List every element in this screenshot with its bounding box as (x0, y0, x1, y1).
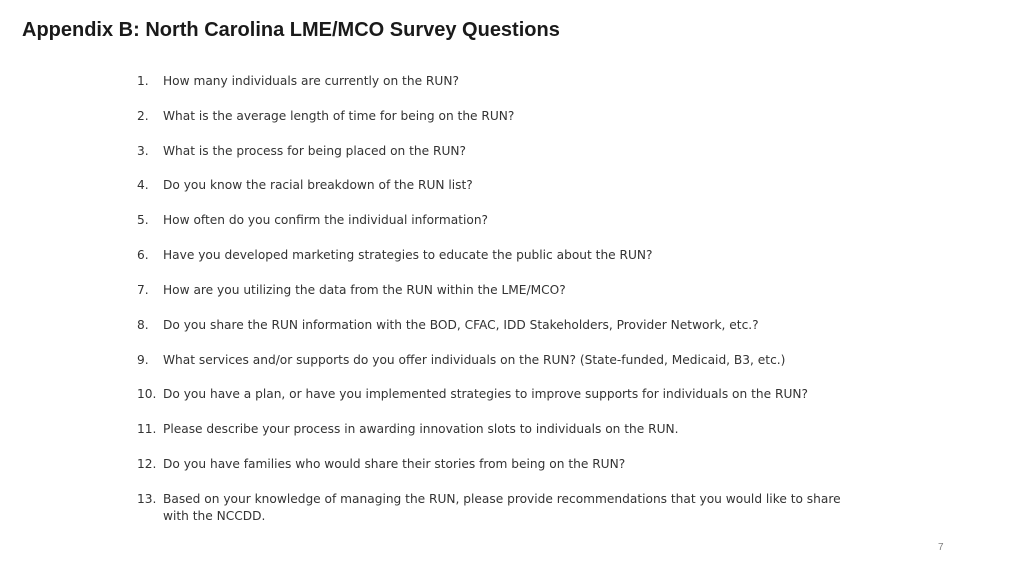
question-number: 11. (137, 422, 157, 436)
page-title: Appendix B: North Carolina LME/MCO Survey Questions (22, 19, 560, 41)
question-item (137, 317, 847, 334)
question-number: 6. (137, 248, 149, 262)
question-number: 1. (137, 74, 149, 88)
question-item (137, 73, 847, 90)
question-item (137, 143, 847, 160)
question-number: 12. (137, 457, 157, 471)
question-number: 8. (137, 318, 149, 332)
question-item (137, 282, 847, 299)
question-text: Have you developed marketing strategies to educate the public about the RUN? (163, 248, 653, 262)
question-number: 4. (137, 178, 149, 192)
question-text: Do you share the RUN information with the BOD, CFAC, IDD Stakeholders, Provider Network, etc.? (163, 318, 759, 332)
question-number: 13. (137, 492, 157, 506)
question-number: 9. (137, 353, 149, 367)
question-text: Do you know the racial breakdown of the RUN list? (163, 178, 473, 192)
question-text: How are you utilizing the data from the RUN within the LME/MCO? (163, 283, 566, 297)
question-item (137, 352, 847, 369)
page-number: 7 (938, 542, 944, 553)
question-item (137, 108, 847, 125)
question-text: What is the average length of time for being on the RUN? (163, 109, 515, 123)
question-item (137, 177, 847, 194)
question-number: 7. (137, 283, 149, 297)
question-text: How often do you confirm the individual information? (163, 213, 489, 227)
question-text: Do you have families who would share their stories from being on the RUN? (163, 457, 626, 471)
question-text: What services and/or supports do you offer individuals on the RUN? (State-funded, Medicaid, B3, etc.) (163, 353, 786, 367)
question-item (137, 491, 847, 525)
question-item (137, 421, 847, 438)
question-number: 5. (137, 213, 149, 227)
question-number: 2. (137, 109, 149, 123)
question-number: 3. (137, 144, 149, 158)
question-text: How many individuals are currently on the RUN? (163, 74, 459, 88)
question-text: Do you have a plan, or have you implemented strategies to improve supports for individuals on the RUN? (163, 387, 808, 401)
question-item (137, 247, 847, 264)
question-text: Please describe your process in awarding innovation slots to individuals on the RUN. (163, 422, 679, 436)
question-item (137, 386, 847, 403)
question-item (137, 456, 847, 473)
question-text: Based on your knowledge of managing the RUN, please provide recommendations that you would like to share with the NCCDD. (163, 492, 841, 523)
question-item (137, 212, 847, 229)
question-number: 10. (137, 387, 157, 401)
question-text: What is the process for being placed on the RUN? (163, 144, 466, 158)
